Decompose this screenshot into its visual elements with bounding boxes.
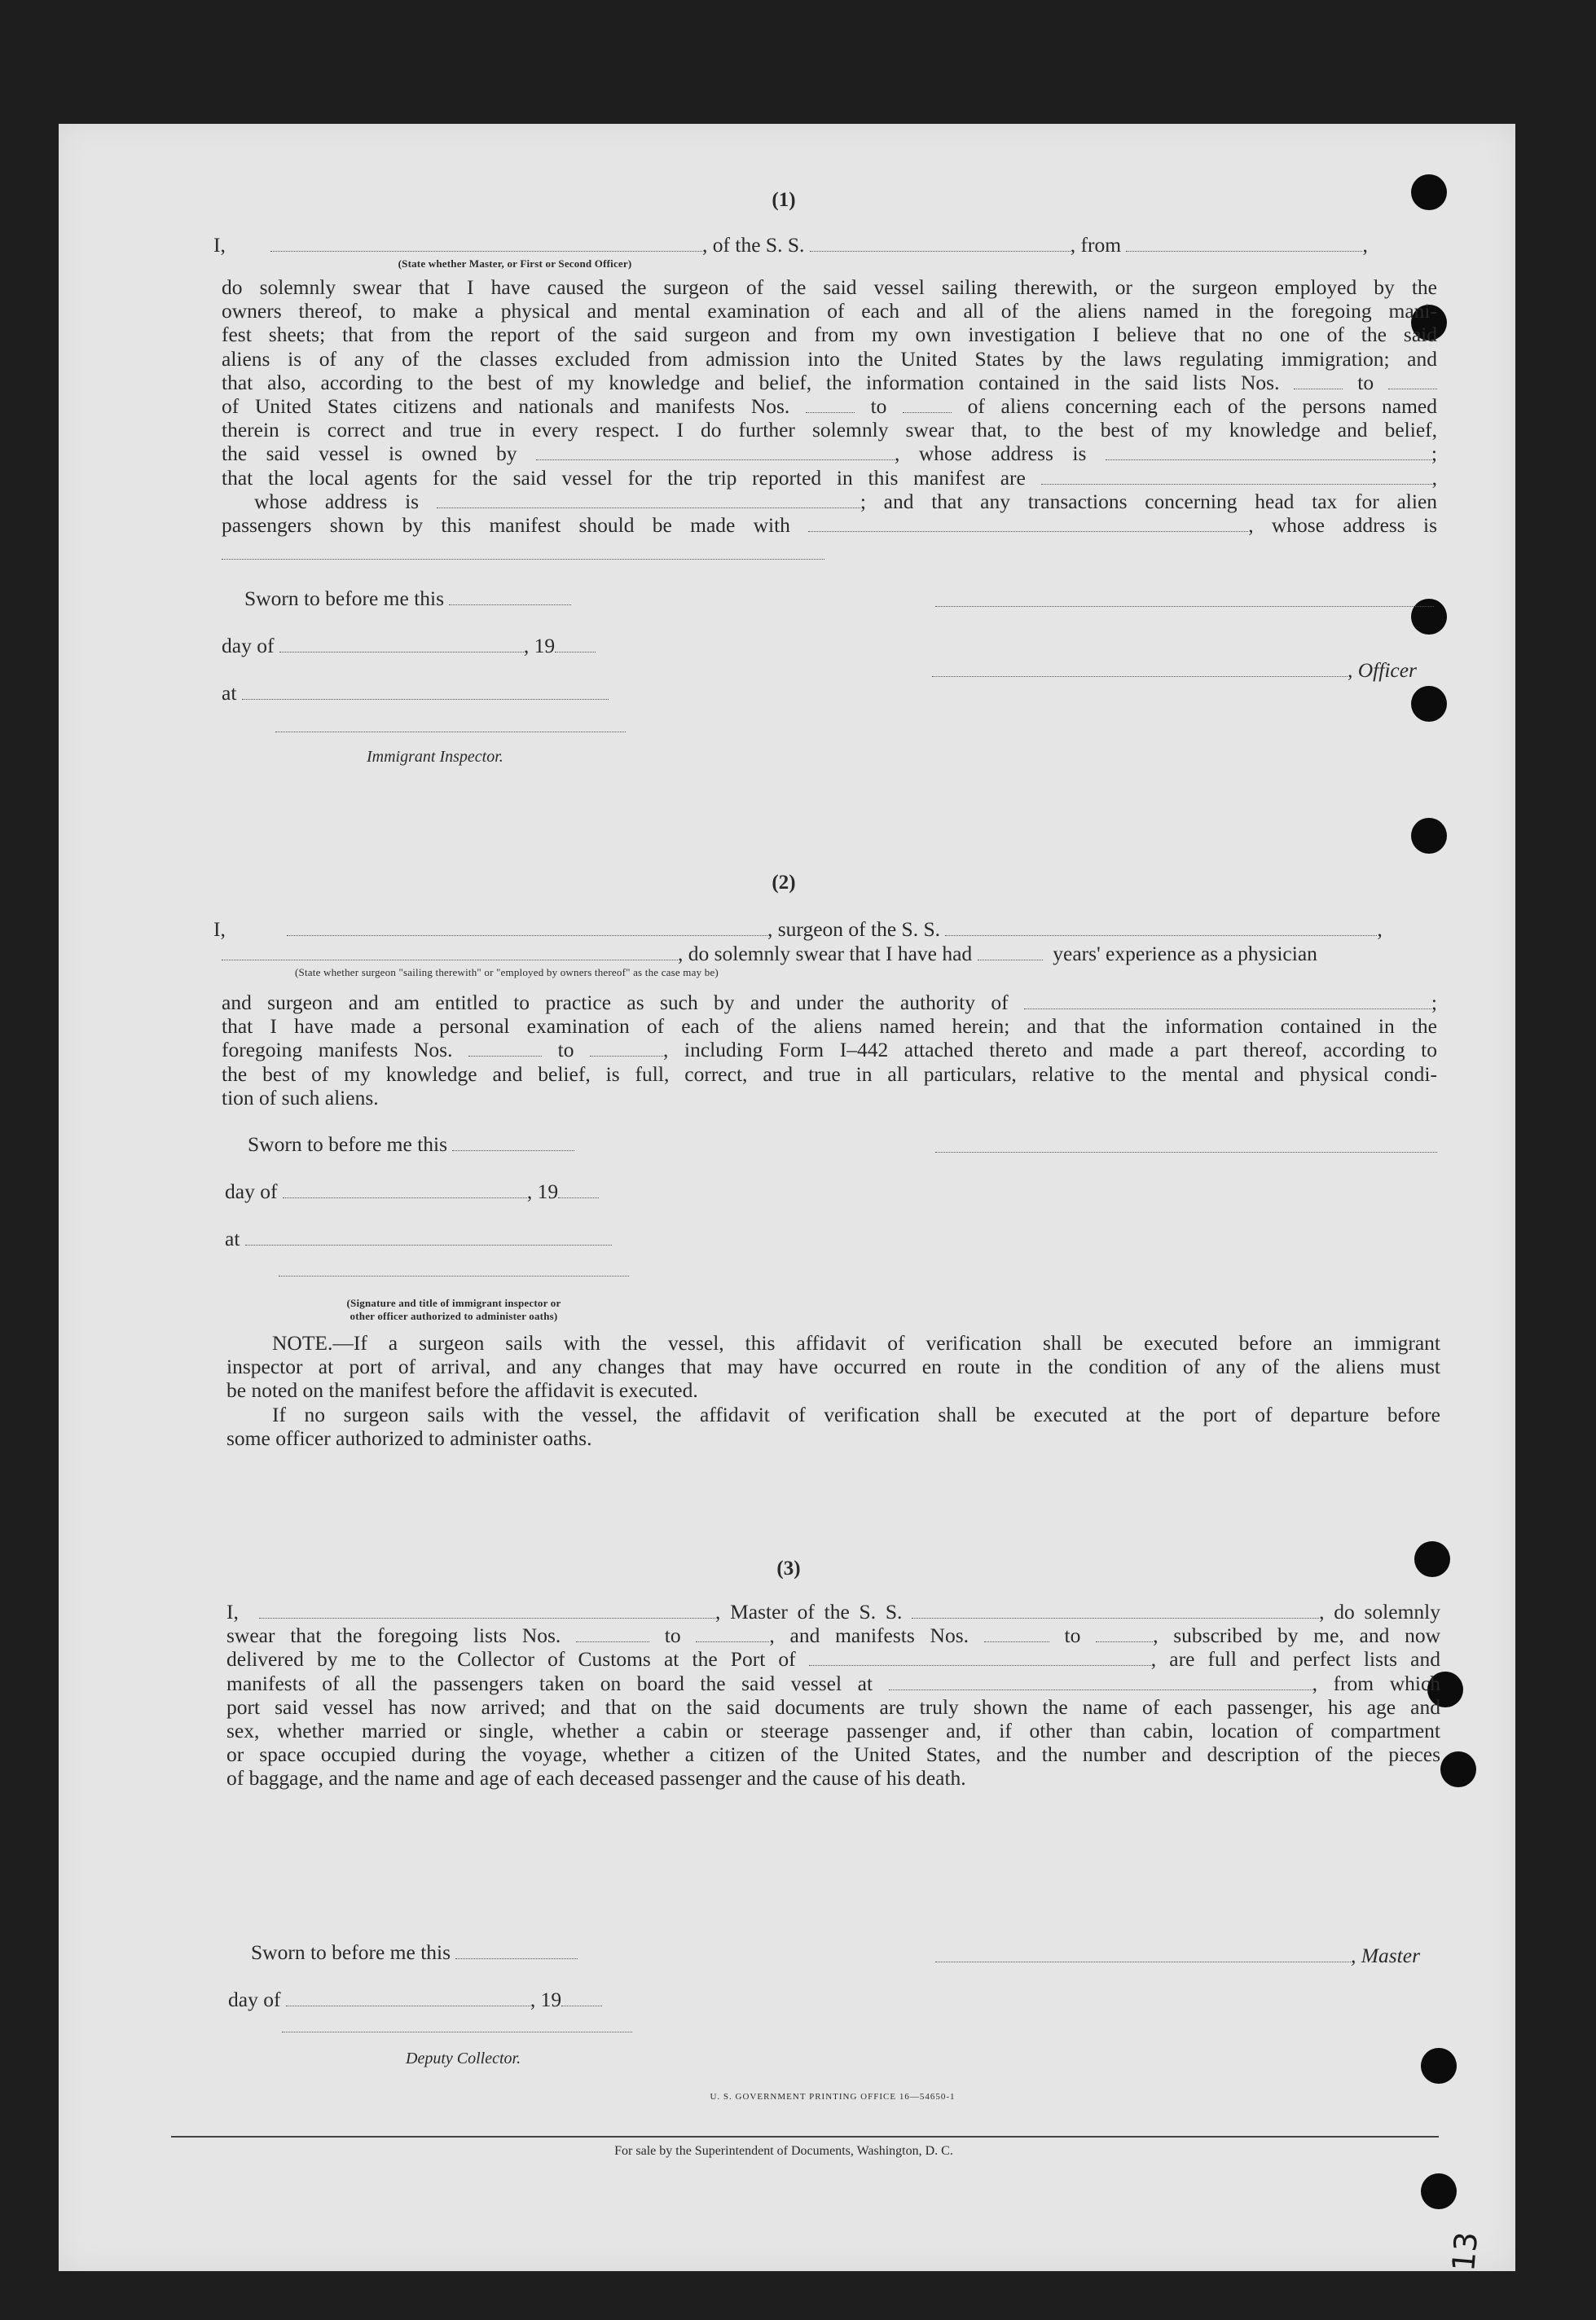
s2-surgeon-of-label: , surgeon of the S. S. [767,917,941,941]
s2-day-of [225,1180,599,1204]
s2-sworn-label: Sworn to before me this [248,1132,448,1156]
s3-i-label: I, [226,1600,239,1624]
s2-text-line: that I have made a personal examination of each of the aliens named herein; and that the information contained in the [222,1014,1437,1039]
s3-text-line [226,1624,1440,1647]
note-line: inspector at port of arrival, and any changes that may have occurred en route in the condition of any of the aliens must [226,1355,1440,1379]
s1-inspector-label: Immigrant Inspector. [367,748,503,766]
binder-hole [1411,818,1447,854]
s2-text-line: and surgeon and am entitled to practice as such by and under the authority of ; [222,991,1438,1014]
s3-sworn-label: Sworn to before me this [251,1940,451,1964]
s1-agents-blank[interactable] [1041,468,1432,485]
s3-sworn [251,1940,578,1965]
s3-collector-signature-line[interactable] [282,2030,632,2032]
s1-manifests-text: of United States citizens and nationals and manifests Nos. [222,394,790,419]
s1-sworn-day-blank[interactable] [449,588,571,605]
s1-at-label: at [222,681,237,705]
s2-years-label: years' experience as a physician [1053,942,1317,965]
s1-i-label: I, [213,233,226,257]
s3-ship-blank[interactable] [912,1602,1319,1619]
s1-lists-text: that also, according to the best of my knowledge and belief, the information contained in the said lists Nos. [222,370,1280,394]
s2-text-line: the best of my knowledge and belief, is full, correct, and true in all particulars, relative to the mental and physical condi- [222,1061,1437,1086]
s2-manifest-from-blank[interactable] [468,1039,542,1057]
s2-manifest-to-blank[interactable] [590,1039,663,1057]
binder-hole [1421,2048,1457,2084]
s1-from-label: , from [1070,233,1122,257]
s1-manifests-to-blank[interactable] [903,396,952,413]
s1-officer-label: , Officer [1348,658,1417,682]
s3-day-of-label: day of [228,1988,281,2011]
binder-hole [1440,1751,1476,1787]
s2-years-blank[interactable] [978,943,1043,960]
s3-text-line: sex, whether married or single, whether a cabin or steerage passenger and, if other than cabin, location of compartment [226,1719,1440,1743]
s3-manifests-from-blank[interactable] [984,1625,1049,1642]
s3-sworn-day-blank[interactable] [455,1942,578,1959]
s1-lists-to-blank[interactable] [1388,372,1437,389]
s1-of-ss-label: , of the S. S. [702,233,805,257]
s3-to-label: to [1064,1624,1081,1648]
s3-master-label: , Master [1351,1944,1420,1967]
s1-owner-blank[interactable] [536,443,895,460]
section-3-number: (3) [776,1558,801,1580]
s3-text-line [226,1647,1440,1671]
s1-month-blank[interactable] [279,635,524,652]
s1-text-line: aliens is of any of the classes excluded from admission into the United States by the laws regulating immigration; and [222,346,1437,371]
note-line: NOTE.—If a surgeon sails with the vessel, this affidavit of verification shall be executed before an immigrant [272,1331,1440,1355]
s1-local-agents-label: that the local agents for the said vessel for the trip reported in this manifest are [222,465,1026,490]
s1-at [222,681,609,705]
s2-surgeon-blank[interactable] [287,919,767,936]
note-line: be noted on the manifest before the affidavit is executed. [226,1378,698,1403]
s3-to-label: to [664,1624,681,1648]
binder-hole [1411,174,1447,210]
s1-agent-address-label: whose address is [254,489,420,513]
section-1-number: (1) [772,189,796,211]
s1-day-of-label: day of [222,634,275,657]
s1-to-label: to [1357,370,1374,394]
for-sale-line: For sale by the Superintendent of Documents, Washington, D. C. [614,2144,953,2158]
s1-officer-title-blank[interactable] [932,660,1348,677]
s1-text-line: do solemnly swear that I have caused the surgeon of the said vessel sailing therewith, or the surgeon employed by the [222,275,1437,299]
s1-text-line [222,513,1437,537]
s1-sworn [244,587,571,611]
s2-at-blank[interactable] [245,1228,612,1246]
s3-year-label: , 19 [530,1988,562,2011]
s1-address-end-label: , whose address is [1248,513,1438,538]
s3-paragraph [226,1600,1440,1791]
section-2-number: (2) [772,872,796,894]
s2-signature-note-2: other officer authorized to administer oaths) [350,1310,558,1322]
note-line: If no surgeon sails with the vessel, the affidavit of verification shall be executed at the port of departure before [272,1402,1440,1426]
s3-deputy-label: Deputy Collector. [406,2050,521,2067]
s3-text-line: of baggage, and the name and age of each deceased passenger and the cause of his death. [226,1766,966,1791]
s3-lists-from-blank[interactable] [576,1625,649,1642]
s1-owner-address-blank[interactable] [1106,443,1431,460]
s2-swear-label: , do solemnly swear that I have had [678,942,973,965]
s3-from-which-text: , from which [1312,1671,1441,1695]
s1-note-under-i: (State whether Master, or First or Second Officer) [398,257,632,270]
s1-officer [932,658,1417,683]
s2-day-of-label: day of [225,1180,278,1203]
binder-hole [1414,1541,1450,1577]
s2-signature-note-1: (Signature and title of immigrant inspector or [346,1297,561,1309]
binder-hole [1421,2173,1457,2209]
s3-manifests-all-text: manifests of all the passengers taken on board the said vessel at [226,1671,873,1695]
s2-year-blank[interactable] [558,1181,599,1198]
s2-authority-blank[interactable] [1024,992,1431,1009]
printing-office-line: U. S. GOVERNMENT PRINTING OFFICE 16—54650-1 [710,2092,956,2102]
s1-text-line: the said vessel is owned by , whose address is ; [222,442,1437,466]
s2-to-label: to [557,1038,574,1062]
s2-at [225,1227,612,1251]
s1-tax-agent-blank[interactable] [808,515,1248,532]
note-line: some officer authorized to administer oaths. [226,1426,592,1450]
s2-line-2 [222,942,1439,966]
page-number-mark: 13 [1445,2230,1485,2274]
s1-passengers-text: passengers shown by this manifest should be made with [222,513,790,538]
s3-text-line [226,1672,1440,1695]
s3-full-perfect-text: , are full and perfect lists and [1150,1647,1441,1672]
s3-month-blank[interactable] [286,1989,530,2006]
s1-inspector-signature-line[interactable] [275,730,626,732]
note-paragraph [226,1331,1440,1450]
s1-at-blank[interactable] [242,683,609,700]
s1-line-1: I, , of the S. S. , from , [213,233,1368,257]
s1-lists-from-blank[interactable] [1294,372,1343,389]
s1-manifests-from-blank[interactable] [806,396,855,413]
s3-port-blank[interactable] [809,1649,1151,1666]
s1-owned-by-label: the said vessel is owned by [222,442,517,466]
s2-at-label: at [225,1227,240,1250]
s3-text-line: port said vessel has now arrived; and that on the said documents are truly shown the name of each passenger, his age and [226,1694,1440,1719]
s3-master-blank[interactable] [259,1602,715,1619]
s1-aliens-text: of aliens concerning each of the persons named [967,394,1437,419]
s2-surgeon-signature-line[interactable] [935,1150,1437,1153]
s1-text-line: owners thereof, to make a physical and mental examination of each and all of the aliens named in the foregoing mani- [222,299,1437,323]
s3-day-of [228,1988,602,2012]
s2-paragraph [222,991,1437,1109]
s1-agent-address-blank[interactable] [437,491,860,508]
footer-rule [171,2136,1439,2138]
s2-inspector-signature-line[interactable] [279,1274,629,1276]
s1-text-line: that the local agents for the said vessel for the trip reported in this manifest are , [222,465,1438,490]
s1-officer-blank[interactable] [270,235,702,252]
document-page [59,124,1515,2274]
s1-address-label: , whose address is [894,442,1087,466]
s1-head-tax-text: ; and that any transactions concerning head tax for alien [860,489,1438,513]
s1-text-line: fest sheets; that from the report of the said surgeon and from my own investigation I believe that no one of the said [222,323,1437,347]
s3-text-line: or space occupied during the voyage, whether a citizen of the United States, and the number and description of the pieces [226,1742,1440,1767]
s1-text-line [222,394,1437,418]
s3-text-line [226,1600,1440,1624]
s3-departure-port-blank[interactable] [889,1673,1312,1690]
s3-do-solemnly-label: , do solemnly [1319,1600,1441,1624]
s1-year-label: , 19 [523,634,556,657]
s2-line-1: I, , surgeon of the S. S. , [213,917,1383,941]
s1-day-of [222,634,596,658]
s3-master [935,1944,1420,1968]
s3-subscribed-text: , subscribed by me, and now [1153,1624,1441,1648]
s2-sworn-day-blank[interactable] [452,1134,574,1151]
binder-hole [1411,686,1447,722]
s3-lists-to-blank[interactable] [696,1625,769,1642]
s1-officer-signature-line[interactable] [935,604,1434,607]
s1-to-label: to [870,394,887,419]
s1-sworn-label: Sworn to before me this [244,587,445,610]
s2-surgeon-status-blank[interactable] [222,943,678,960]
s2-text-line [222,1038,1437,1061]
s3-swear-lists-text: swear that the foregoing lists Nos. [226,1624,561,1648]
s2-sworn [248,1132,574,1157]
s1-year-blank[interactable] [555,635,596,652]
s2-year-label: , 19 [526,1180,559,1203]
s2-ship-blank[interactable] [945,919,1377,936]
s2-i-label: I, [213,917,226,941]
s1-ship-blank[interactable] [810,235,1071,252]
s2-month-blank[interactable] [283,1181,527,1198]
s1-from-blank[interactable] [1126,235,1362,252]
s2-form-text: , including Form I–442 attached thereto and made a part thereof, according to [663,1038,1438,1062]
s2-foregoing-text: foregoing manifests Nos. [222,1038,453,1062]
s3-delivered-text: delivered by me to the Collector of Customs at the Port of [226,1647,796,1672]
s1-text-line: therein is correct and true in every respect. I do further solemnly swear that, to the best of my knowledge and belief, [222,418,1437,442]
s3-master-of-label: , Master of the S. S. [715,1600,903,1624]
s2-note-under: (State whether surgeon "sailing therewith" or "employed by owners thereof" as the case may be) [295,966,719,978]
s3-master-signature-blank[interactable] [935,1945,1351,1962]
s1-text-line [222,371,1437,394]
s1-text-line [222,490,1437,513]
s1-paragraph [222,275,1437,537]
s1-address-continuation-blank[interactable] [222,557,824,560]
s2-authority-text: and surgeon and am entitled to practice as such by and under the authority of [222,991,1009,1014]
s3-manifests-to-blank[interactable] [1096,1625,1153,1642]
s2-text-line: tion of such aliens. [222,1085,379,1109]
s3-year-blank[interactable] [561,1989,602,2006]
s3-and-manifests-text: , and manifests Nos. [769,1624,969,1648]
